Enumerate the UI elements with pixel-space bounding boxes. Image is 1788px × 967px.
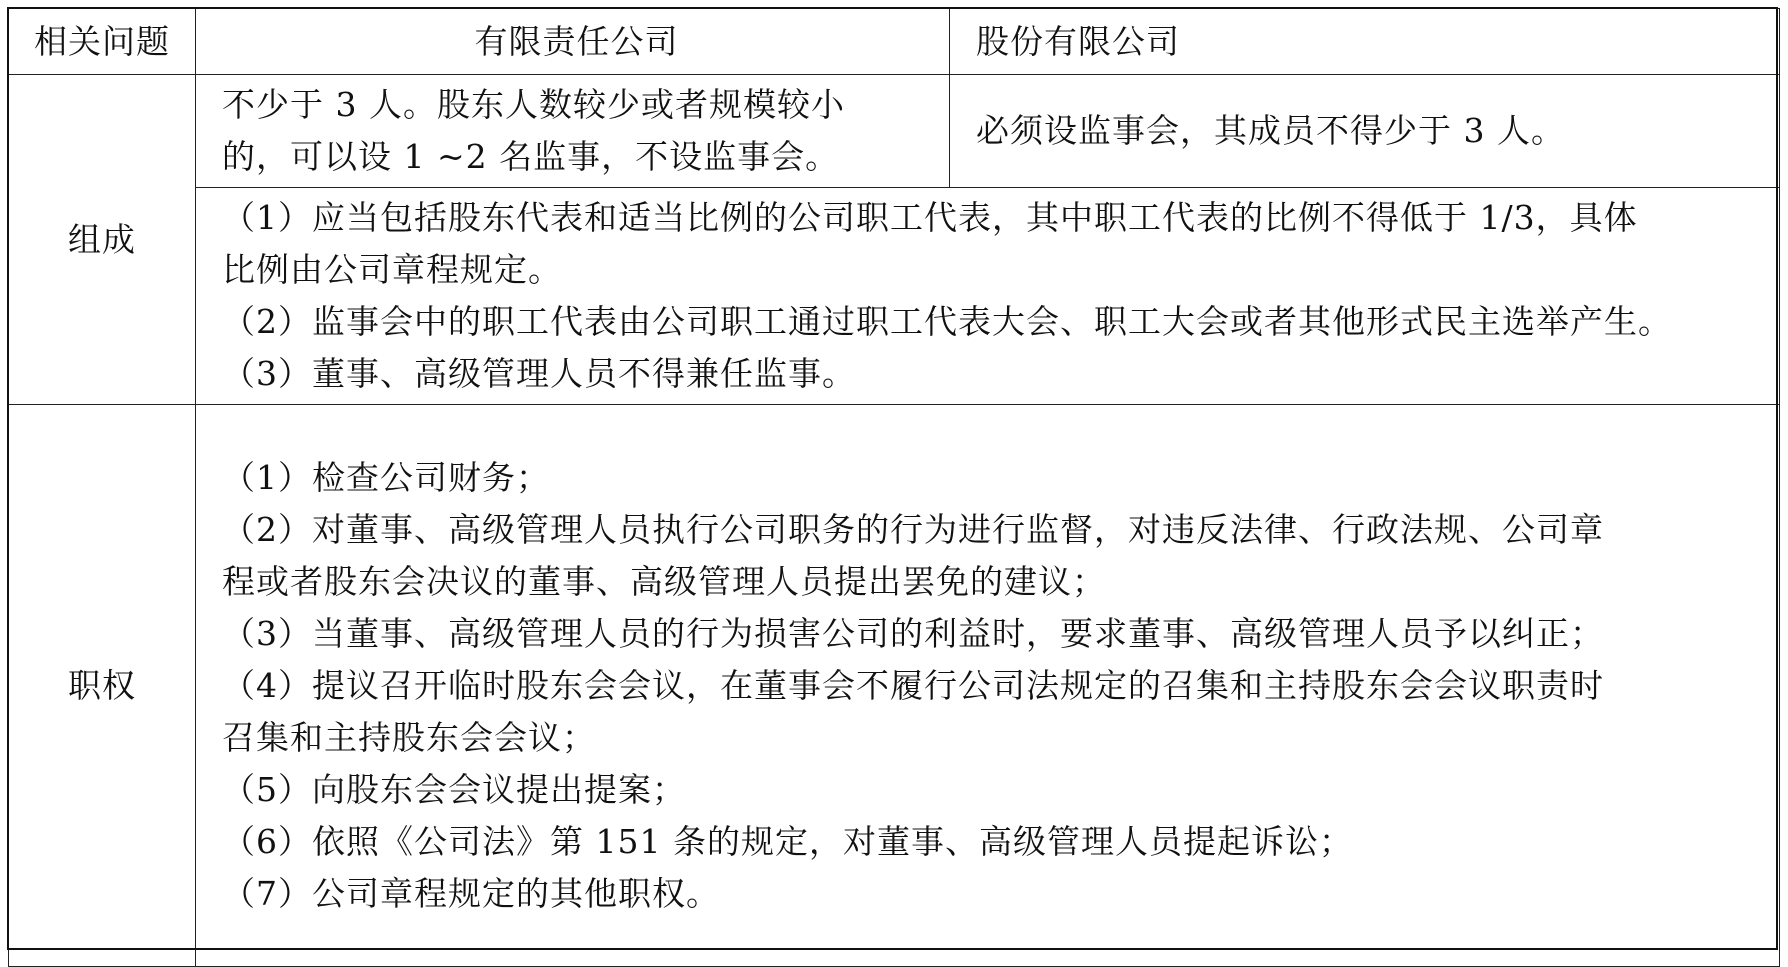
composition-llc-line: 的，可以设 1 ~2 名监事，不设监事会。	[222, 137, 840, 176]
powers-line: （2）对董事、高级管理人员执行公司职务的行为进行监督，对违反法律、行政法规、公司章	[222, 509, 1604, 549]
header-llc-cell: 有限责任公司	[196, 9, 950, 75]
powers-line: （7）公司章程规定的其他职权。	[222, 873, 720, 913]
composition-shared-line: 比例由公司章程规定。	[222, 250, 562, 289]
supervisory-board-comparison-table	[8, 8, 1780, 967]
powers-line: （5）向股东会会议提出提案；	[222, 769, 686, 809]
composition-label-cell: 组成	[9, 75, 196, 405]
powers-line: （1）检查公司财务；	[222, 457, 550, 497]
header-row	[9, 9, 1780, 75]
composition-shared-row	[9, 188, 1780, 405]
powers-line: （3）当董事、高级管理人员的行为损害公司的利益时，要求董事、高级管理人员予以纠正；	[222, 613, 1604, 653]
composition-jsc-cell: 必须设监事会，其成员不得少于 3 人。	[950, 75, 1780, 188]
powers-line: （4）提议召开临时股东会会议，在董事会不履行公司法规定的召集和主持股东会会议职责时	[222, 665, 1604, 705]
powers-line: （6）依照《公司法》第 151 条的规定，对董事、高级管理人员提起诉讼；	[222, 821, 1353, 861]
header-topic-cell: 相关问题	[9, 9, 196, 75]
powers-line: 召集和主持股东会会议；	[222, 717, 596, 757]
composition-size-row	[9, 75, 1780, 188]
composition-shared-line: （3）董事、高级管理人员不得兼任监事。	[222, 354, 856, 393]
composition-shared-line: （1）应当包括股东代表和适当比例的公司职工代表，其中职工代表的比例不得低于 1/3，具体	[222, 198, 1638, 237]
composition-shared-cell	[196, 188, 1780, 405]
composition-shared-line: （2）监事会中的职工代表由公司职工通过职工代表大会、职工大会或者其他形式民主选举产生。	[222, 302, 1672, 341]
powers-label-cell: 职权	[9, 405, 196, 967]
powers-row	[9, 405, 1780, 967]
powers-line: 程或者股东会决议的董事、高级管理人员提出罢免的建议；	[222, 561, 1106, 601]
composition-llc-line: 不少于 3 人。股东人数较少或者规模较小	[222, 85, 845, 124]
composition-llc-cell	[196, 75, 950, 188]
powers-cell	[196, 405, 1780, 967]
header-jsc-cell: 股份有限公司	[950, 9, 1780, 75]
